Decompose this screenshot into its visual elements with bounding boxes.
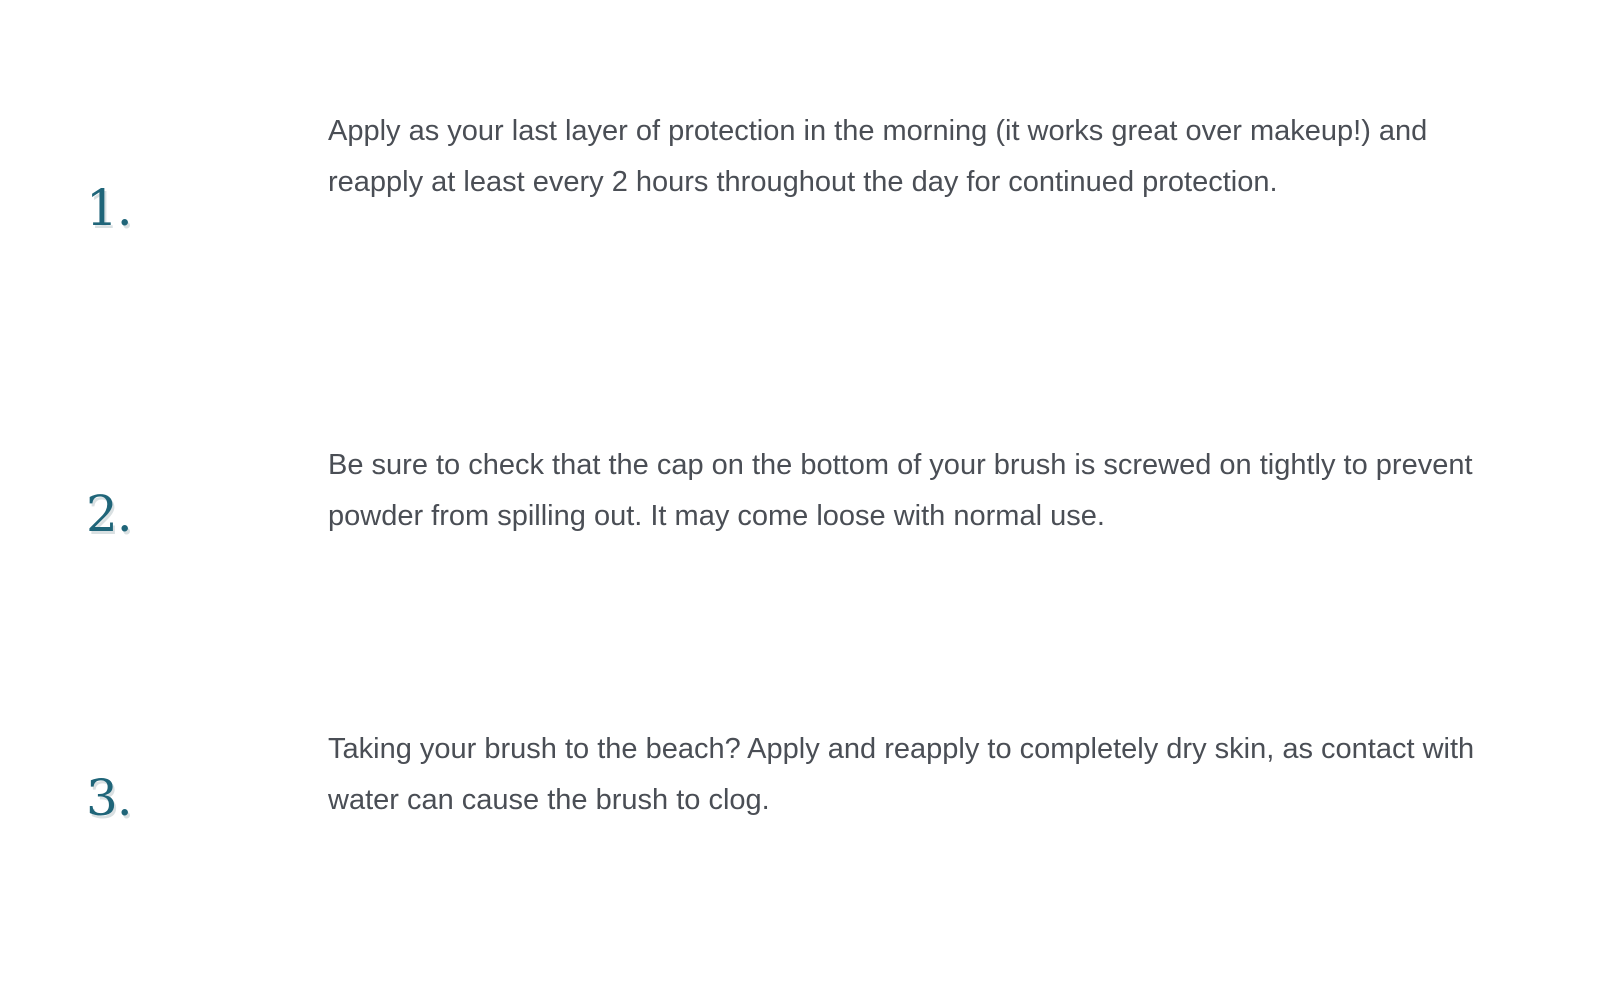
step-text: Apply as your last layer of protection in the morning (it works great over makeup!) and reapply at least every 2 hours throughout the day for continued protection. [328,115,1428,198]
step-text: Be sure to check that the cap on the bottom of your brush is screwed on tightly to prevent powder from spilling out. It may come loose with normal use. [328,449,1473,532]
step-number: 1. [86,179,132,237]
step-number: 3. [86,769,132,827]
step-number: 2. [86,485,132,543]
step-text: Taking your brush to the beach? Apply and reapply to completely dry skin, as contact with water can cause the brush to clog. [328,733,1475,816]
